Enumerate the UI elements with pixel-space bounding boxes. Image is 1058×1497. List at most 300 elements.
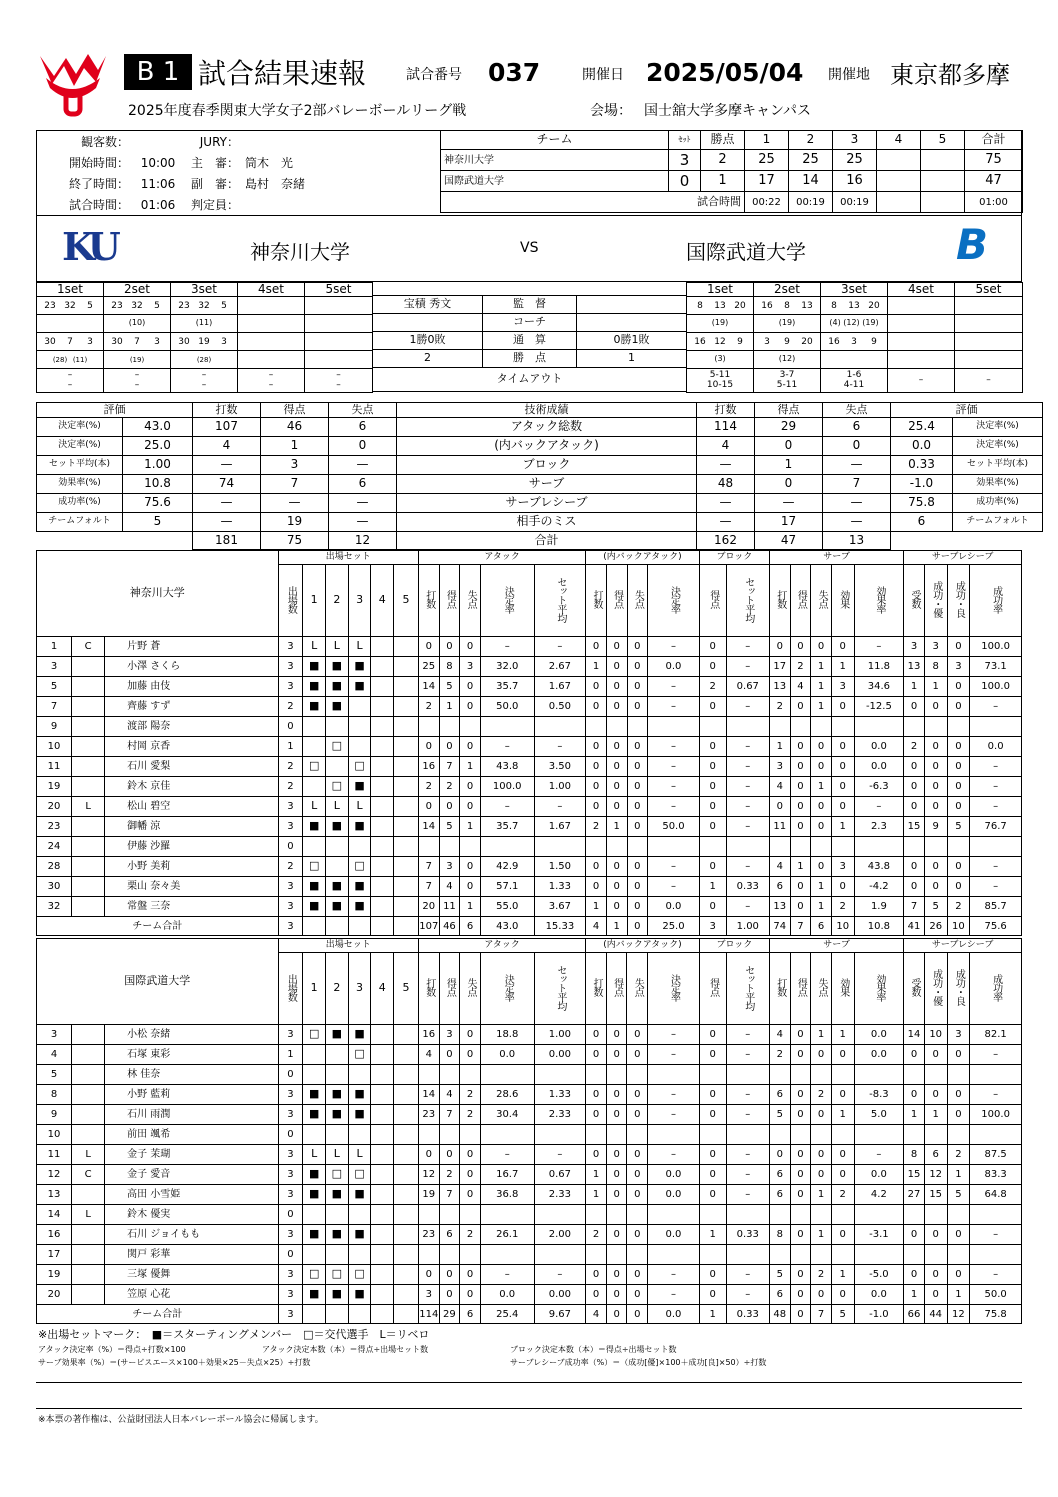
player-stat: 0.00 [534, 1285, 586, 1305]
player-stat: 0 [606, 637, 627, 657]
player-stat: 1 [811, 697, 832, 717]
score-home-pts: 2 [701, 150, 745, 171]
player-stat [970, 717, 1022, 737]
player-stat [394, 737, 419, 757]
player-stat: 1 [904, 1285, 925, 1305]
blank [483, 282, 577, 295]
player-stat: 0 [418, 1145, 439, 1165]
player-stat: 3 [924, 637, 947, 657]
player-stat [439, 837, 460, 857]
player-stat [394, 1165, 419, 1185]
home-points: 19 [261, 513, 329, 532]
player-stat [769, 837, 790, 857]
score-away-s1: 17 [745, 171, 789, 192]
player-stat: 0 [769, 797, 790, 817]
player-stat: □ [348, 857, 371, 877]
player-stat [326, 757, 349, 777]
player-stat: 0 [627, 1225, 648, 1245]
home-attempts: 4 [193, 437, 261, 456]
player-stat: ■ [303, 657, 326, 677]
player-stat [924, 717, 947, 737]
player-stat: 0 [904, 1085, 925, 1105]
success-fair-text: 成功・良 [953, 581, 965, 617]
team-total-stat: 29 [439, 1305, 460, 1324]
player-stat: ■ [326, 1025, 349, 1045]
player-stat: 23 [418, 1225, 439, 1245]
errors-head [460, 565, 481, 637]
player-stat: 0 [790, 737, 811, 757]
set-num-head: 4 [371, 953, 394, 1025]
home-attempts: — [193, 494, 261, 513]
player-stat [371, 857, 394, 877]
team-total-stat: 5 [831, 1305, 854, 1324]
player-stat [726, 1205, 769, 1225]
player-stat: 13 [769, 897, 790, 917]
player-number: 3 [37, 657, 72, 677]
skill-head: 技術成績 [397, 403, 697, 418]
home-home_row1 [104, 297, 171, 315]
success-good-text: 成功・優 [930, 581, 942, 617]
home-home_row4 [305, 351, 373, 369]
team-total-stat [348, 1305, 371, 1324]
player-stat: 0 [627, 1265, 648, 1285]
player-name: 関戸 彩華 [105, 1245, 278, 1265]
player-stat: 3 [278, 1185, 303, 1205]
player-stat: 8 [904, 1145, 925, 1165]
player-stat: – [970, 857, 1022, 877]
player-stat: 2 [947, 897, 970, 917]
player-stat [699, 717, 726, 737]
player-stat: – [480, 637, 534, 657]
home-home_row1-val: 32 [131, 300, 143, 311]
player-number: 19 [37, 777, 72, 797]
player-stat: 36.8 [480, 1185, 534, 1205]
player-stat: 0 [586, 797, 607, 817]
player-stat: 0 [278, 717, 303, 737]
attempts-head [418, 953, 439, 1025]
player-stat: – [534, 797, 586, 817]
player-stat: 0 [811, 857, 832, 877]
player-stat: 0 [278, 837, 303, 857]
points-text: 得点 [795, 978, 807, 996]
player-stat: – [726, 737, 769, 757]
player-stat: ■ [348, 877, 371, 897]
total-label: 合計 [397, 532, 697, 550]
player-stat: 0 [460, 797, 481, 817]
player-stat: 85.7 [970, 897, 1022, 917]
player-number: 20 [37, 1285, 72, 1305]
away-eval-value: 6 [891, 513, 953, 532]
player-stat [586, 1065, 607, 1085]
kill-rate-head [480, 953, 534, 1025]
player-stat [904, 837, 925, 857]
player-stat: – [726, 757, 769, 777]
player-name: 金子 茉瑚 [105, 1145, 278, 1165]
block-head: ブロック [699, 551, 769, 565]
player-stat: 0 [831, 1145, 854, 1165]
away-away_row3-val: 20 [801, 336, 813, 347]
player-stat [326, 1205, 349, 1225]
player-stat: 0 [699, 757, 726, 777]
home-home_row1 [305, 297, 373, 315]
effect-text: 効果 [837, 590, 849, 608]
player-number: 10 [37, 737, 72, 757]
effect-rate-head [854, 565, 904, 637]
player-stat: 0 [924, 777, 947, 797]
player-stat: 100.0 [970, 677, 1022, 697]
player-stat [72, 1065, 105, 1085]
player-number: 4 [37, 1045, 72, 1065]
player-stat: 2 [278, 697, 303, 717]
player-stat: 7 [904, 897, 925, 917]
player-stat [303, 717, 326, 737]
player-stat: ■ [303, 1285, 326, 1305]
player-stat [72, 1045, 105, 1065]
player-stat: 0 [627, 657, 648, 677]
points-head [790, 565, 811, 637]
player-stat: 3 [278, 677, 303, 697]
player-number: 16 [37, 1225, 72, 1245]
player-stat: 0 [904, 1045, 925, 1065]
legend-note-4: サーブ効果率（%）＝(サービスエース×100＋効果×25－失点×25）÷打数 [38, 1358, 311, 1367]
score-away-s3: 16 [833, 171, 877, 192]
home-timeout-dash: – [336, 379, 341, 390]
player-stat [348, 1205, 371, 1225]
bottom-divider [36, 1408, 1022, 1409]
player-stat: – [726, 897, 769, 917]
player-stat: ■ [303, 897, 326, 917]
player-name: 常盤 三奈 [105, 897, 278, 917]
player-stat: ■ [326, 677, 349, 697]
player-stat: ■ [326, 697, 349, 717]
player-stat [418, 1245, 439, 1265]
player-stat [371, 1125, 394, 1145]
player-stat [534, 1125, 586, 1145]
player-stat [769, 1245, 790, 1265]
away-row4: (3) [687, 351, 754, 369]
player-stat [586, 1245, 607, 1265]
success-rate-text: 成功率 [990, 585, 1002, 613]
player-stat [394, 1205, 419, 1225]
player-stat: 0 [811, 797, 832, 817]
block-head: ブロック [699, 939, 769, 953]
player-stat: 0 [790, 1025, 811, 1045]
player-stat: 50.0 [480, 697, 534, 717]
player-stat: 0 [811, 1285, 832, 1305]
player-stat: 0 [460, 1185, 481, 1205]
team-total-label: チーム合計 [37, 1305, 279, 1324]
player-stat: 5 [924, 897, 947, 917]
kill-rate-text: 決定率 [502, 585, 514, 613]
player-stat: 4 [439, 877, 460, 897]
player-name: 前田 颯希 [105, 1125, 278, 1145]
player-stat: 0 [947, 677, 970, 697]
player-stat: 2 [904, 737, 925, 757]
player-stat: 2 [699, 677, 726, 697]
away-eval-value: 25.4 [891, 418, 953, 437]
player-stat: 2 [586, 817, 607, 837]
player-stat: 9 [924, 817, 947, 837]
team-total-stat: 6 [460, 1305, 481, 1324]
team-total-stat: 74 [769, 917, 790, 936]
player-stat [699, 1205, 726, 1225]
player-stat [627, 837, 648, 857]
away-away_row1-val: 8 [784, 300, 790, 311]
team-total-stat: 3 [699, 917, 726, 936]
player-stat [326, 857, 349, 877]
home-row2: (10) [104, 315, 171, 333]
team-total-stat: 0.0 [648, 1305, 700, 1324]
player-stat: 1 [831, 657, 854, 677]
player-stat [811, 1205, 832, 1225]
player-stat: 0 [586, 777, 607, 797]
player-stat [947, 1245, 970, 1265]
home-home_row3 [104, 333, 171, 351]
player-stat: L [72, 1145, 105, 1165]
points-head: 得点 [755, 403, 823, 418]
player-stat [439, 1245, 460, 1265]
player-stat: 0.0 [648, 1185, 700, 1205]
player-stat [854, 1065, 904, 1085]
appear-sets-head: 出場セット [278, 939, 418, 953]
player-stat: 1 [811, 877, 832, 897]
home-team-name: 神奈川大学 [250, 240, 350, 264]
player-stat: 1 [439, 697, 460, 717]
player-number: 7 [37, 697, 72, 717]
player-stat: 2 [769, 697, 790, 717]
player-stat: 1 [278, 1045, 303, 1065]
coach-label: コーチ [483, 313, 577, 331]
away-away_row3-val: 3 [764, 336, 770, 347]
player-stat [72, 1105, 105, 1125]
team-total-stat: 41 [904, 917, 925, 936]
away-errors: — [823, 494, 891, 513]
away-league-pts: 1 [577, 349, 687, 367]
player-stat [790, 1065, 811, 1085]
points-text: 得点 [444, 590, 456, 608]
player-stat: ■ [303, 1225, 326, 1245]
home-home_row4-val: (28) [52, 356, 68, 365]
referee2: 島村 奈緒 [245, 176, 306, 191]
team-total-stat: 15.33 [534, 917, 586, 936]
away-away_row1 [955, 297, 1023, 315]
player-stat: L [348, 797, 371, 817]
player-stat: – [726, 1145, 769, 1165]
away-away_row3-val: 16 [694, 336, 706, 347]
player-stat: 3 [278, 1225, 303, 1245]
errors-head [627, 953, 648, 1025]
player-stat: 8 [769, 1225, 790, 1245]
player-stat [726, 837, 769, 857]
player-stat [534, 837, 586, 857]
away-row2 [888, 315, 955, 333]
home-eval-label: 成功率(%) [37, 494, 123, 513]
player-stat: 0 [811, 817, 832, 837]
player-stat: – [534, 1145, 586, 1165]
player-stat: 100.0 [970, 1105, 1022, 1125]
player-stat [534, 1065, 586, 1085]
player-stat [534, 1205, 586, 1225]
player-stat [480, 1205, 534, 1225]
player-stat: – [648, 697, 700, 717]
player-stat [72, 1125, 105, 1145]
player-number: 11 [37, 757, 72, 777]
team-total-stat: 25.4 [480, 1305, 534, 1324]
player-stat: 1 [924, 1105, 947, 1125]
appear-head [278, 953, 303, 1025]
player-stat [970, 1065, 1022, 1085]
player-stat: 0 [790, 877, 811, 897]
player-name: 齊藤 すず [105, 697, 278, 717]
player-number: 3 [37, 1025, 72, 1045]
away-away_row3-val: 9 [737, 336, 743, 347]
player-stat [394, 897, 419, 917]
player-stat [418, 1205, 439, 1225]
home-eval-value: 25.0 [123, 437, 193, 456]
player-stat: 0 [627, 1165, 648, 1185]
player-stat: 0 [790, 1265, 811, 1285]
attempts-head: 打数 [697, 403, 755, 418]
attack-head: アタック [418, 939, 585, 953]
player-stat: 0 [699, 1045, 726, 1065]
back-attack-head: (内バックアタック) [586, 551, 700, 565]
player-stat [606, 717, 627, 737]
player-stat [790, 1205, 811, 1225]
player-stat [924, 1065, 947, 1085]
player-stat: – [648, 1085, 700, 1105]
set-avg-head [726, 565, 769, 637]
venue-label: 開催地 [828, 67, 870, 83]
player-stat [606, 1125, 627, 1145]
away-row2: (4) (12) (19) [821, 315, 888, 333]
appear-text: 出場数 [285, 585, 297, 613]
player-stat: 6 [769, 1165, 790, 1185]
staff-detail [372, 282, 687, 392]
set-num-head: 2 [326, 953, 349, 1025]
player-stat [811, 1065, 832, 1085]
player-stat: 2 [790, 657, 811, 677]
effect-rate-head [854, 953, 904, 1025]
team-total-stat: 1 [699, 1305, 726, 1324]
player-stat: 0 [460, 737, 481, 757]
points-head [439, 953, 460, 1025]
player-stat [947, 1065, 970, 1085]
player-stat [648, 837, 700, 857]
player-stat: 0 [627, 1025, 648, 1045]
home-set-label: 1set [37, 283, 104, 297]
player-stat: – [726, 657, 769, 677]
player-stat [394, 1225, 419, 1245]
player-stat: 8 [439, 657, 460, 677]
player-stat: – [970, 1045, 1022, 1065]
player-stat: 4 [790, 677, 811, 697]
player-stat [394, 797, 419, 817]
player-stat [394, 1085, 419, 1105]
player-number: 12 [37, 1165, 72, 1185]
player-stat: – [726, 637, 769, 657]
player-stat: -4.2 [854, 877, 904, 897]
player-stat: L [348, 637, 371, 657]
player-stat: 14 [418, 677, 439, 697]
player-stat: 0 [831, 877, 854, 897]
team-total-stat: 44 [924, 1305, 947, 1324]
player-stat: – [726, 1105, 769, 1125]
set-avg-head [534, 565, 586, 637]
player-stat: 0 [904, 1265, 925, 1285]
home-row2 [37, 315, 104, 333]
player-stat [648, 717, 700, 737]
away-points: 29 [755, 418, 823, 437]
player-stat: □ [303, 1025, 326, 1045]
player-number: 8 [37, 1085, 72, 1105]
set-time-total: 01:00 [965, 192, 1023, 213]
home-home_row4 [171, 351, 238, 369]
player-stat: 0 [627, 1085, 648, 1105]
success-good-text: 成功・優 [930, 969, 942, 1005]
director-label: 監 督 [483, 295, 577, 313]
player-stat [699, 1065, 726, 1085]
player-stat: 50.0 [970, 1285, 1022, 1305]
player-stat: 3 [439, 1025, 460, 1045]
player-stat: 43.8 [480, 757, 534, 777]
success-fair-text: 成功・良 [953, 969, 965, 1005]
attempts-head [769, 953, 790, 1025]
player-stat [394, 657, 419, 677]
player-stat: 0 [627, 1285, 648, 1305]
player-stat [394, 1265, 419, 1285]
player-stat: 4 [769, 1025, 790, 1045]
player-number: 30 [37, 877, 72, 897]
player-stat: 2 [439, 777, 460, 797]
serve-head: サーブ [769, 939, 903, 953]
away-timeout: 3-7 5-11 [754, 369, 821, 393]
player-stat: 1 [586, 657, 607, 677]
player-stat [394, 1245, 419, 1265]
away-total-errors: 13 [823, 532, 891, 550]
player-number: 1 [37, 637, 72, 657]
player-stat: – [970, 697, 1022, 717]
pts-label: 勝 点 [483, 349, 577, 367]
player-stat [460, 717, 481, 737]
player-stat: 0 [924, 757, 947, 777]
player-stat: 35.7 [480, 817, 534, 837]
away-timeout: 1-6 4-11 [821, 369, 888, 393]
player-stat [371, 897, 394, 917]
player-stat: 1 [460, 897, 481, 917]
player-stat: 10 [924, 1025, 947, 1045]
score-home-s3: 25 [833, 150, 877, 171]
player-stat: 0 [460, 1265, 481, 1285]
player-stat [72, 1285, 105, 1305]
player-stat: 0 [627, 697, 648, 717]
player-number: 32 [37, 897, 72, 917]
player-stat [348, 1125, 371, 1145]
legend-divider [36, 1382, 1022, 1383]
player-stat: 0 [606, 657, 627, 677]
player-stat: 18.8 [480, 1025, 534, 1045]
player-stat: – [648, 737, 700, 757]
player-stat: 0 [627, 1045, 648, 1065]
player-stat [769, 1205, 790, 1225]
player-stat: 0 [460, 637, 481, 657]
player-stat: 100.0 [970, 637, 1022, 657]
player-stat [371, 817, 394, 837]
eval-head: 評価 [37, 403, 193, 418]
home-timeout-dash: – [134, 369, 140, 380]
player-stat: 73.1 [970, 657, 1022, 677]
team-total-stat: 4 [586, 1305, 607, 1324]
away-away_row3-val: 12 [714, 336, 726, 347]
